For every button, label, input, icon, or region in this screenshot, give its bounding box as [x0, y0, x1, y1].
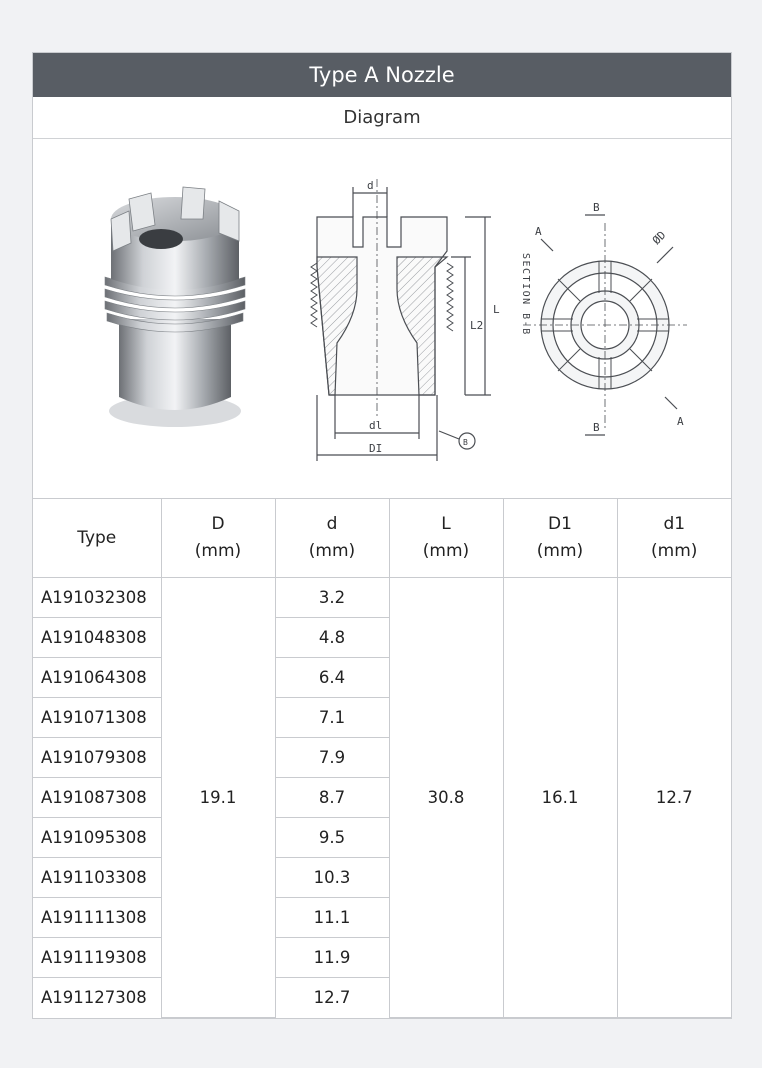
d-cell: 7.1: [275, 698, 389, 738]
type-cell: A191119308: [33, 938, 161, 978]
section-label-A-left: A: [535, 225, 542, 238]
header-D1: D1 (mm): [503, 499, 617, 578]
page-title: Type A Nozzle: [33, 53, 731, 97]
spec-table: [33, 499, 731, 1018]
section-label-A-right: A: [677, 415, 684, 428]
type-cell: A191071308: [33, 698, 161, 738]
type-cell: A191095308: [33, 818, 161, 858]
d-cell: 9.5: [275, 818, 389, 858]
dim-label-d1: dl: [369, 419, 383, 432]
header-d1: d1 (mm): [617, 499, 731, 578]
type-cell: A191087308: [33, 778, 161, 818]
table-header-row: [33, 499, 731, 578]
type-cell: A191127308: [33, 978, 161, 1018]
type-cell: A191079308: [33, 738, 161, 778]
section-label-diameter: ØD: [649, 228, 669, 248]
header-type: Type: [33, 499, 161, 578]
d-cell: 12.7: [275, 978, 389, 1018]
shared-d1-cell: 12.7: [617, 578, 731, 1018]
nozzle-cross-section: [311, 179, 491, 461]
diagram-panel: [33, 139, 731, 499]
nozzle-drawings: [33, 139, 731, 498]
header-L: L (mm): [389, 499, 503, 578]
d-cell: 10.3: [275, 858, 389, 898]
spec-sheet: [32, 52, 732, 1019]
d-cell: 11.1: [275, 898, 389, 938]
dim-label-D1: DI: [369, 442, 383, 455]
type-cell: A191111308: [33, 898, 161, 938]
type-cell: A191032308: [33, 578, 161, 618]
d-cell: 11.9: [275, 938, 389, 978]
section-label: SECTION B-B: [520, 253, 531, 336]
d-cell: 6.4: [275, 658, 389, 698]
header-D: D (mm): [161, 499, 275, 578]
shared-D1-cell: 16.1: [503, 578, 617, 1018]
d-cell: 3.2: [275, 578, 389, 618]
section-label-B-bottom: B: [593, 421, 600, 434]
table-row: [33, 578, 731, 618]
d-cell: 7.9: [275, 738, 389, 778]
header-d: d (mm): [275, 499, 389, 578]
type-cell: A191103308: [33, 858, 161, 898]
d-cell: 4.8: [275, 618, 389, 658]
type-cell: A191064308: [33, 658, 161, 698]
nozzle-3d-render: [105, 187, 245, 427]
d-cell: 8.7: [275, 778, 389, 818]
callout-label: B: [463, 438, 468, 447]
section-label-B-top: B: [593, 201, 600, 214]
dim-label-L: L: [493, 303, 500, 316]
dim-label-L2: L2: [470, 319, 484, 332]
type-cell: A191048308: [33, 618, 161, 658]
shared-D-cell: 19.1: [161, 578, 275, 1018]
section-end-view: [523, 215, 687, 435]
section-heading-diagram: Diagram: [33, 97, 731, 139]
dim-label-d: d: [367, 179, 374, 192]
shared-L-cell: 30.8: [389, 578, 503, 1018]
